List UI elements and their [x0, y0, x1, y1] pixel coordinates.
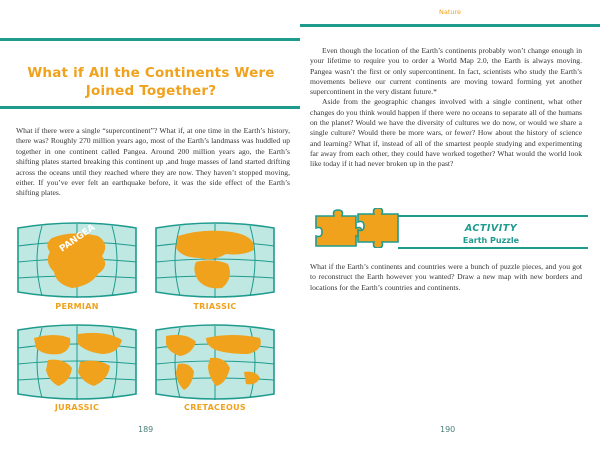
activity-subtitle: Earth Puzzle [462, 236, 520, 245]
map-label-triassic: TRIASSIC [193, 302, 237, 311]
top-rule-right [300, 24, 600, 27]
page-number-left: 189 [138, 425, 154, 434]
globe-permian-illustration [14, 222, 140, 298]
right-page [300, 0, 600, 450]
page-number-right: 190 [440, 425, 456, 434]
title-underline-rule [0, 106, 300, 109]
body-text: What if there were a single “supercontinent”? What if, at one time in the Earth’s history, there was? Roughly 270 million years ago, most of the Earth’s landmass was huddled up together in one continent called Pangea. Around 200 million years ago, the Earth’s shifting plates started breaking this continent up ,and huge masses of land started drifting across the oceans until they reached where they are now. They haven’t stopped moving, either. If you’ve ever felt an earthquake before, it was the side effect of the Earth’s shifting plates. [16, 126, 290, 198]
activity-title: ACTIVITY [464, 223, 518, 234]
globe-jurassic-illustration [14, 324, 140, 400]
map-jurassic [14, 324, 140, 400]
map-triassic [152, 222, 278, 298]
paragraph-2: Aside from the geographic changes involved with a single continent, what other changes do you think would happen if there were no oceans to separate all of the humans on the planet? Would we have the diversity of cultures we do now, or would we share a single culture? Would there be more wars, or fewer? How about the history of science and learning? What if, instead of all of the smartest people studying and experimenting far away from each other, they could have worked together? What would the world look like today if it had never broken up in the past? [310, 97, 582, 169]
map-permian [14, 222, 140, 298]
globe-cretaceous-illustration [152, 324, 278, 400]
globe-triassic-illustration [152, 222, 278, 298]
puzzle-pieces-icon [312, 208, 402, 248]
body-text-right [310, 46, 582, 170]
map-label-cretaceous: CRETACEOUS [184, 403, 246, 412]
map-cretaceous [152, 324, 278, 400]
paragraph-1: Even though the location of the Earth’s continents probably won’t change enough in your lifetime to require you to order a World Map 2.0, the Earth is always moving. Pangea wasn’t the first or only supercontinent. In fact, scientists who study the Earth’s movements believe our current continents are moving toward forming yet another supercontinent in the very distant future.* [310, 46, 582, 97]
map-label-jurassic: JURASSIC [54, 403, 100, 412]
section-header: Nature [438, 8, 462, 16]
activity-header [312, 214, 588, 250]
page-title: What if All the Continents Were Joined Together? [27, 65, 275, 99]
activity-body-text: What if the Earth’s continents and countries were a bunch of puzzle pieces, and you got to reconstruct the Earth however you wanted? Draw a new map with new borders and locations for the Earth’s countries and continents. [310, 262, 582, 292]
pangea-label: PANGEA [57, 222, 98, 255]
map-label-permian: PERMIAN [55, 302, 99, 311]
top-rule [0, 38, 300, 41]
